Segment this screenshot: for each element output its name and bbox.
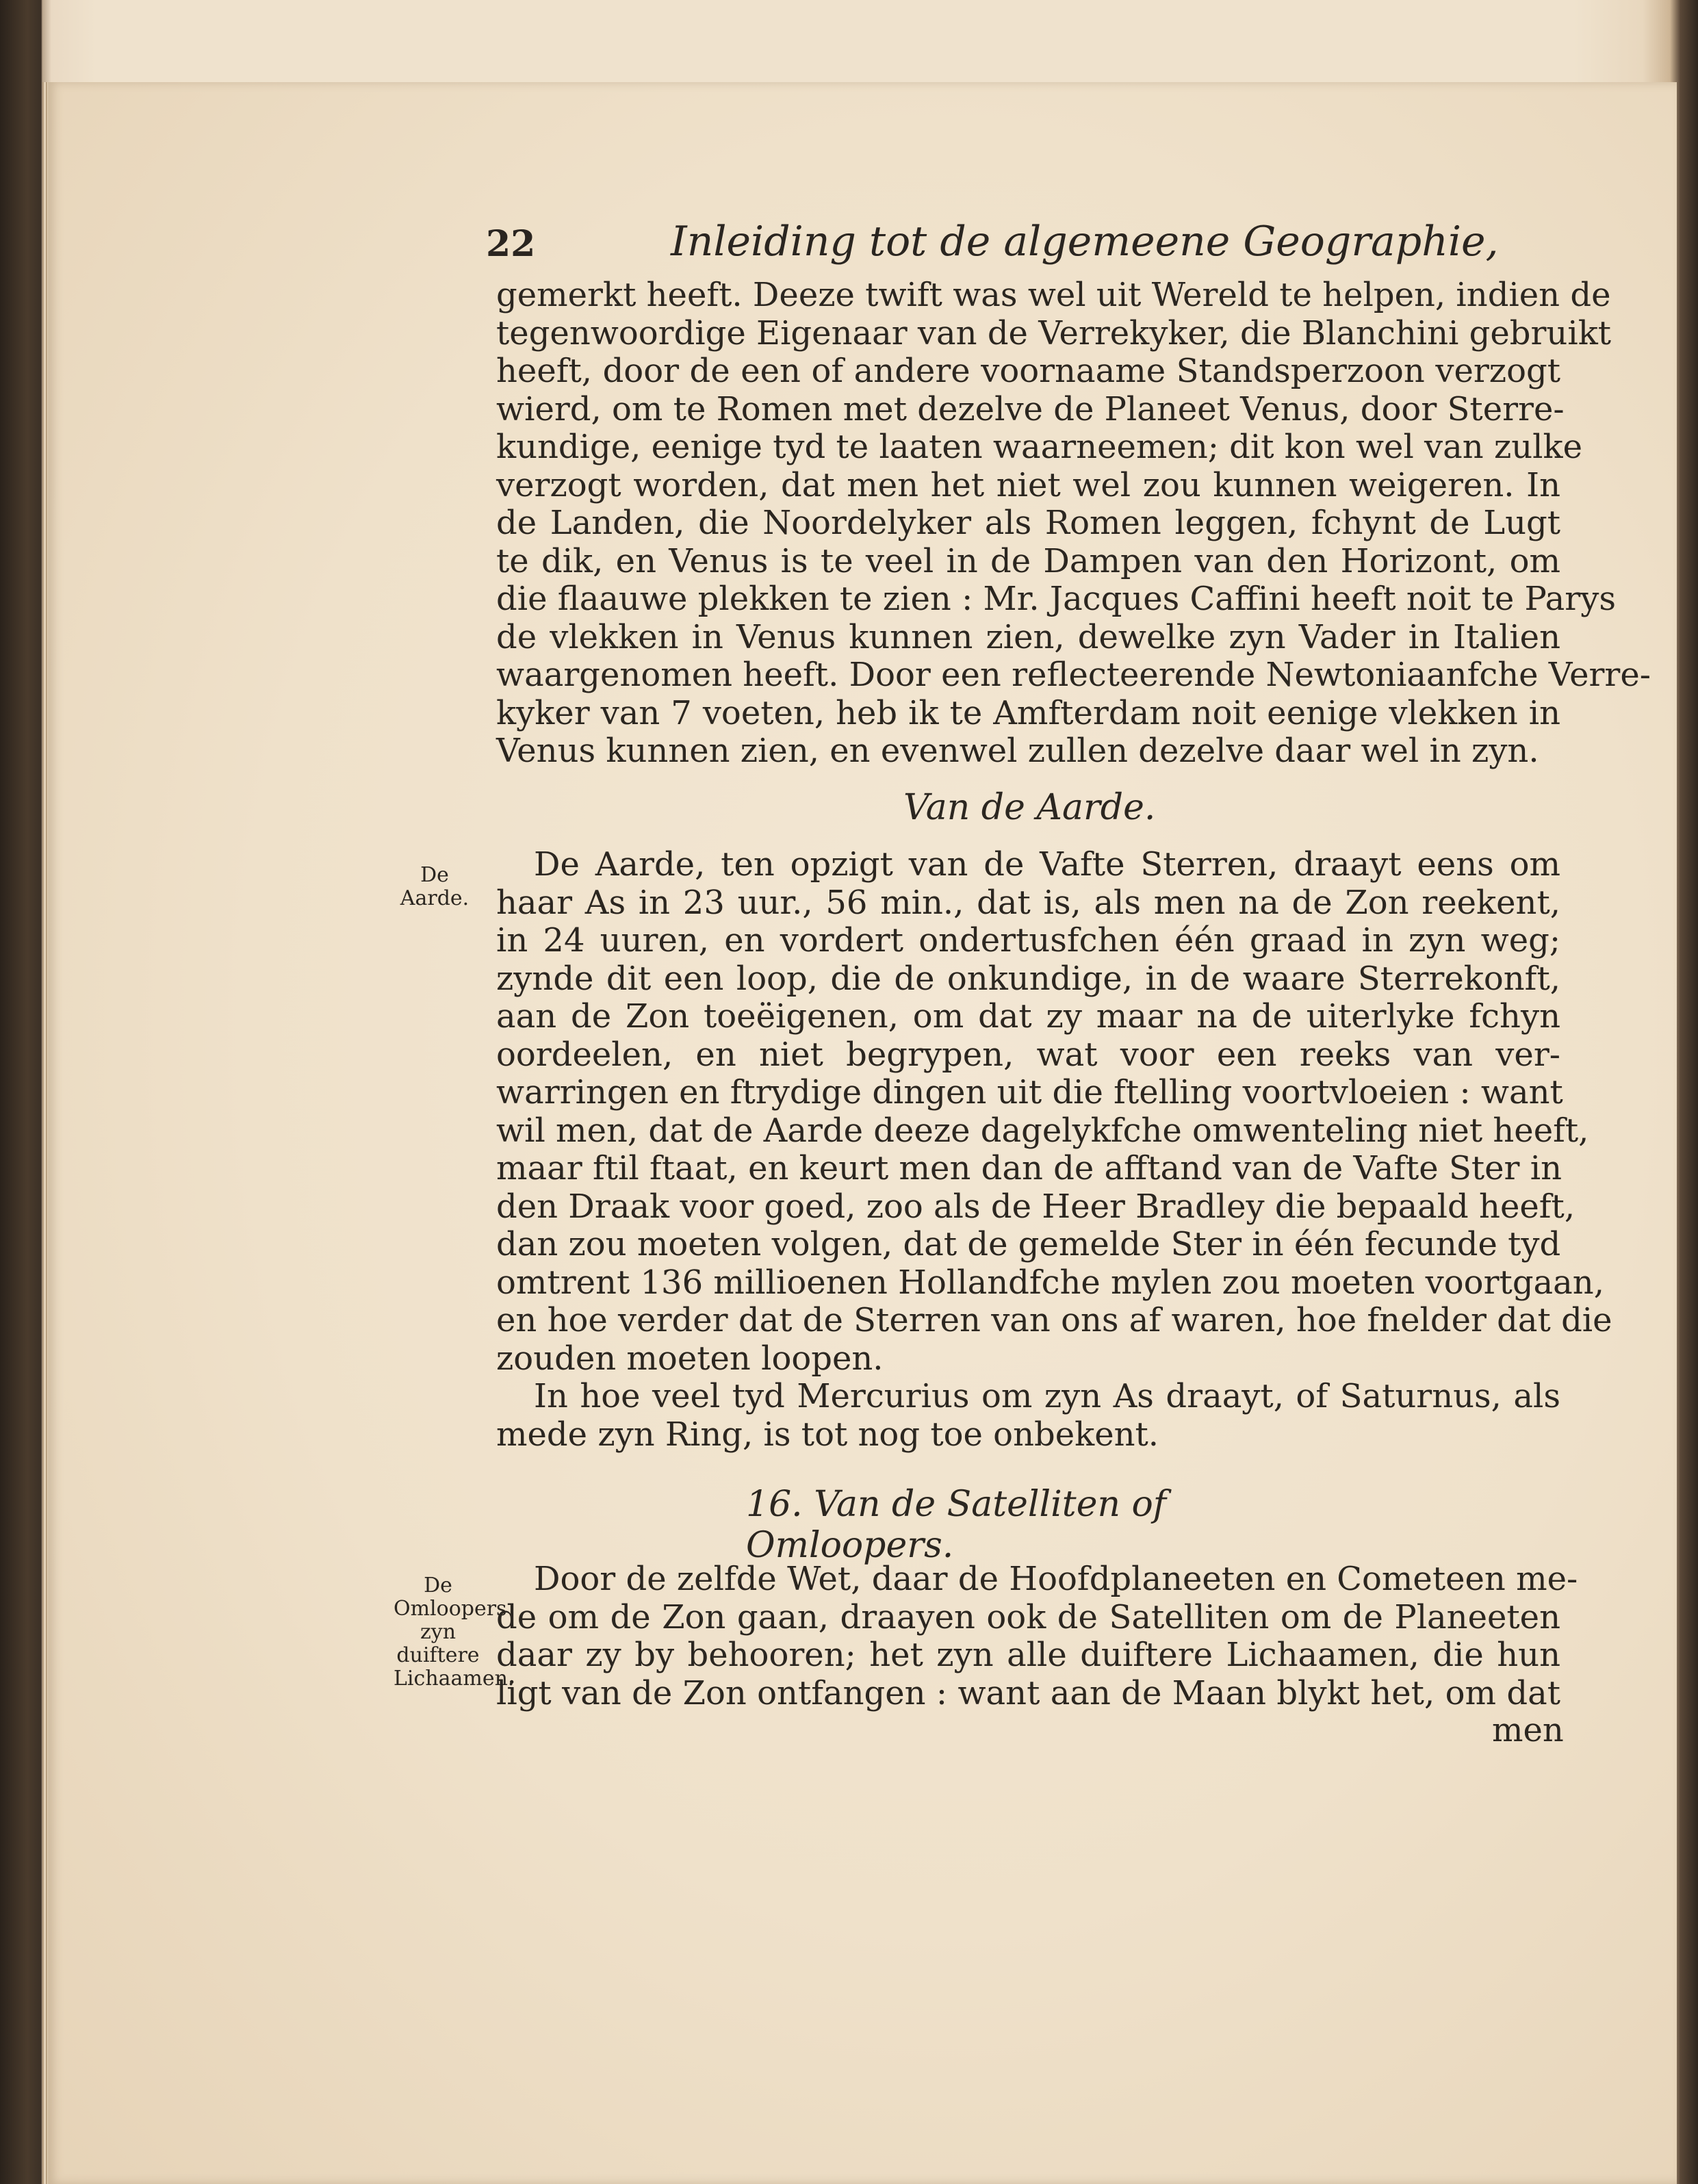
text-line: oordeelen, en niet begrypen, wat voor een reeks van ver- (496, 1035, 1560, 1074)
text-line: den Draak voor goed, zoo als de Heer Bradley die bepaald heeft, (496, 1187, 1575, 1226)
text-line: In hoe veel tyd Mercurius om zyn As draayt, of Saturnus, als (534, 1377, 1560, 1415)
page-number: 22 (486, 223, 536, 265)
running-head: Inleiding tot de algemeene Geographie, (671, 218, 1499, 266)
text-line: ligt van de Zon ontfangen : want aan de Maan blykt het, om dat (496, 1673, 1560, 1712)
section-heading-satelliten: 16. Van de Satelliten of Omloopers. (746, 1484, 1167, 1566)
text-line: zouden moeten loopen. (496, 1339, 884, 1378)
page-header (486, 218, 1560, 272)
text-line: daar zy by behooren; het zyn alle duiftere Lichaamen, die hun (496, 1636, 1560, 1674)
text-line: maar ftil ftaat, en keurt men dan de afftand van de Vafte Ster in (496, 1149, 1562, 1187)
text-line: wierd, om te Romen met dezelve de Planeet Venus, door Sterre- (496, 389, 1565, 428)
text-line: te dik, en Venus is te veel in de Dampen van den Horizont, om (496, 541, 1560, 580)
paragraph-aarde (496, 845, 1612, 1454)
text-line: zynde dit een loop, die de onkundige, in de waare Sterrekonft, (496, 959, 1560, 998)
paragraph-satelliten (496, 1560, 1578, 1712)
text-line: verzogt worden, dat men het niet wel zou kunnen weigeren. In (496, 465, 1560, 504)
text-line: wil men, dat de Aarde deeze dagelykfche omwenteling niet heeft, (496, 1111, 1589, 1150)
text-line: warringen en ftrydige dingen uit die ftelling voortvloeien : want (496, 1073, 1563, 1112)
text-line: gemerkt heeft. Deeze twift was wel uit Wereld te helpen, indien de (496, 276, 1611, 314)
text-line: in 24 uuren, en vordert ondertusfchen één graad in zyn weg; (496, 921, 1560, 960)
text-line: heeft, door de een of andere voornaame Standsperzoon verzogt (496, 352, 1560, 390)
text-line: Venus kunnen zien, en evenwel zullen dezelve daar wel in zyn. (496, 732, 1539, 770)
text-line: kundige, eenige tyd te laaten waarneemen; dit kon wel van zulke (496, 428, 1582, 466)
text-line: die flaauwe plekken te zien : Mr. Jacques Caffini heeft noit te Parys (496, 580, 1616, 618)
paragraph-venus (496, 276, 1651, 771)
text-line: kyker van 7 voeten, heb ik te Amfterdam noit eenige vlekken in (496, 693, 1560, 732)
text-line: en hoe verder dat de Sterren van ons af waren, hoe fnelder dat die (496, 1301, 1612, 1339)
text-line: mede zyn Ring, is tot nog toe onbekent. (496, 1415, 1159, 1454)
text-line: omtrent 136 millioenen Hollandfche mylen zou moeten voortgaan, (496, 1263, 1604, 1302)
text-line: de om de Zon gaan, draayen ook de Satelliten om de Planeeten (496, 1597, 1560, 1636)
text-line: tegenwoordige Eigenaar van de Verrekyker, die Blanchini gebruikt (496, 313, 1612, 352)
text-line: haar As in 23 uur., 56 min., dat is, als men na de Zon reekent, (496, 883, 1560, 922)
text-line: aan de Zon toeëigenen, om dat zy maar na de uiterlyke fchyn (496, 997, 1560, 1036)
text-line: De Aarde, ten opzigt van de Vafte Sterren, draayt eens om (534, 845, 1560, 884)
margin-note-aarde: De Aarde. (400, 863, 469, 910)
section-heading-aarde: Van de Aarde. (903, 787, 1156, 828)
text-line: waargenomen heeft. Door een reflecteerende Newtoniaanfche Verre- (496, 656, 1651, 694)
text-line: dan zou moeten volgen, dat de gemelde Ster in één fecunde tyd (496, 1225, 1561, 1263)
catchword: men (1492, 1711, 1564, 1749)
text-line: de Landen, die Noordelyker als Romen leggen, fchynt de Lugt (496, 504, 1560, 542)
text-line: Door de zelfde Wet, daar de Hoofdplaneeten en Cometeen me- (534, 1560, 1578, 1598)
text-line: de vlekken in Venus kunnen zien, dewelke zyn Vader in Italien (496, 617, 1560, 656)
margin-note-omloopers: De Omloopers zyn duiftere Lichaamen. (394, 1573, 515, 1691)
